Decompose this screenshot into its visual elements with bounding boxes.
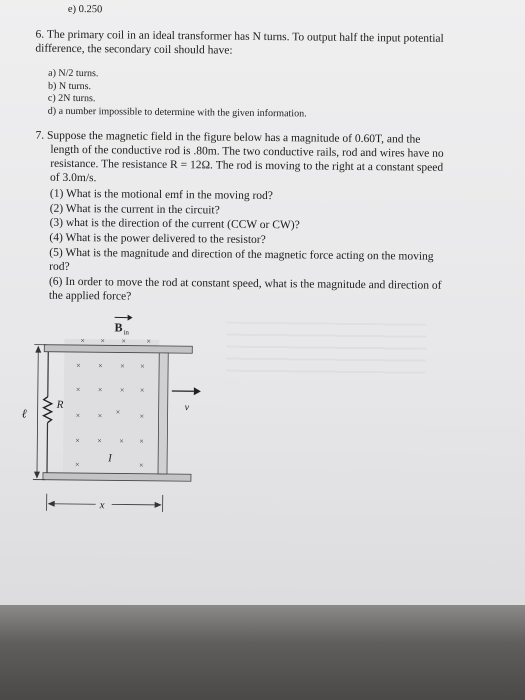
field-x-mark: × (119, 436, 124, 446)
q7-part-3: (3) what is the direction of the current (CCW or CW)? (49, 216, 300, 232)
resistor-label: R (56, 398, 64, 411)
velocity-arrow (172, 387, 201, 413)
field-x-mark: × (121, 336, 126, 346)
bottom-rail (43, 473, 191, 482)
q7-intro-line3: resistance. The resistance R = 12Ω. The rod is moving to the right at a constant speed (50, 157, 444, 174)
q7-intro-line4: of 3.0m/s. (50, 171, 97, 185)
field-x-mark: × (98, 361, 103, 371)
q6-option-c: c) 2N turns. (47, 92, 96, 105)
q6-option-d: d) a number impossible to determine with the given information. (47, 105, 307, 120)
field-x-mark: × (140, 361, 145, 371)
q7-part-5-cont: rod? (49, 260, 70, 273)
field-x-mark: × (97, 436, 102, 446)
moving-rod (158, 353, 168, 474)
current-label: I (108, 452, 112, 465)
distance-label: x (99, 499, 105, 512)
field-x-mark: × (97, 385, 103, 395)
q7-part-6: (6) In order to move the rod at constant speed, what is the magnitude and direction of (48, 275, 442, 292)
length-label: ℓ (21, 406, 27, 421)
q7-part-2: (2) What is the current in the circuit? (49, 202, 220, 217)
length-dimension (21, 344, 46, 479)
field-x-mark: × (75, 460, 80, 470)
field-x-mark: × (76, 361, 81, 371)
field-x-mark: × (80, 336, 85, 346)
resistor-symbol (44, 397, 52, 423)
field-x-mark: × (97, 411, 103, 421)
field-subscript: in (123, 328, 129, 337)
q7-part-5: (5) What is the magnitude and direction of the magnetic force acting on the moving (49, 246, 434, 263)
field-x-mark: × (119, 385, 125, 395)
top-rail (44, 345, 192, 354)
field-symbol: B (114, 320, 123, 335)
desk-surface (0, 605, 525, 700)
q7-part-1: (1) What is the motional emf in the moving rod? (49, 187, 274, 203)
field-x-mark: × (139, 460, 144, 470)
field-x-mark: × (115, 407, 121, 417)
distance-dimension (47, 494, 163, 512)
field-x-mark: × (139, 436, 144, 446)
field-x-mark: × (100, 336, 105, 346)
q7-intro-line2: length of the conductive rod is .80m. The two conductive rails, rod and wires have no (50, 143, 444, 160)
q6-option-b: b) N turns. (47, 80, 92, 93)
magnetic-field-label (114, 314, 132, 336)
velocity-label: v (184, 402, 190, 414)
q7-part-4: (4) What is the power delivered to the resistor? (49, 231, 266, 247)
q7-intro-line1: 7. Suppose the magnetic field in the figure below has a magnitude of 0.60T, and the (35, 129, 421, 146)
field-x-mark: × (120, 361, 125, 371)
q6-text-line2: difference, the secondary coil should have: (35, 42, 233, 57)
field-x-mark: × (75, 385, 81, 395)
field-x-mark: × (139, 385, 145, 395)
left-wire-bottom (47, 423, 48, 473)
field-x-mark: × (75, 436, 80, 446)
q6-option-a: a) N/2 turns. (48, 67, 99, 80)
q6-text-line1: 6. The primary coil in an ideal transformer has N turns. To output half the input potential (35, 28, 444, 45)
field-x-mark: × (75, 411, 81, 421)
q5-option-e: e) 0.250 (67, 3, 103, 16)
field-x-mark: × (146, 336, 151, 346)
q7-part-6-cont: the applied force? (48, 289, 132, 303)
field-x-mark: × (139, 411, 145, 421)
